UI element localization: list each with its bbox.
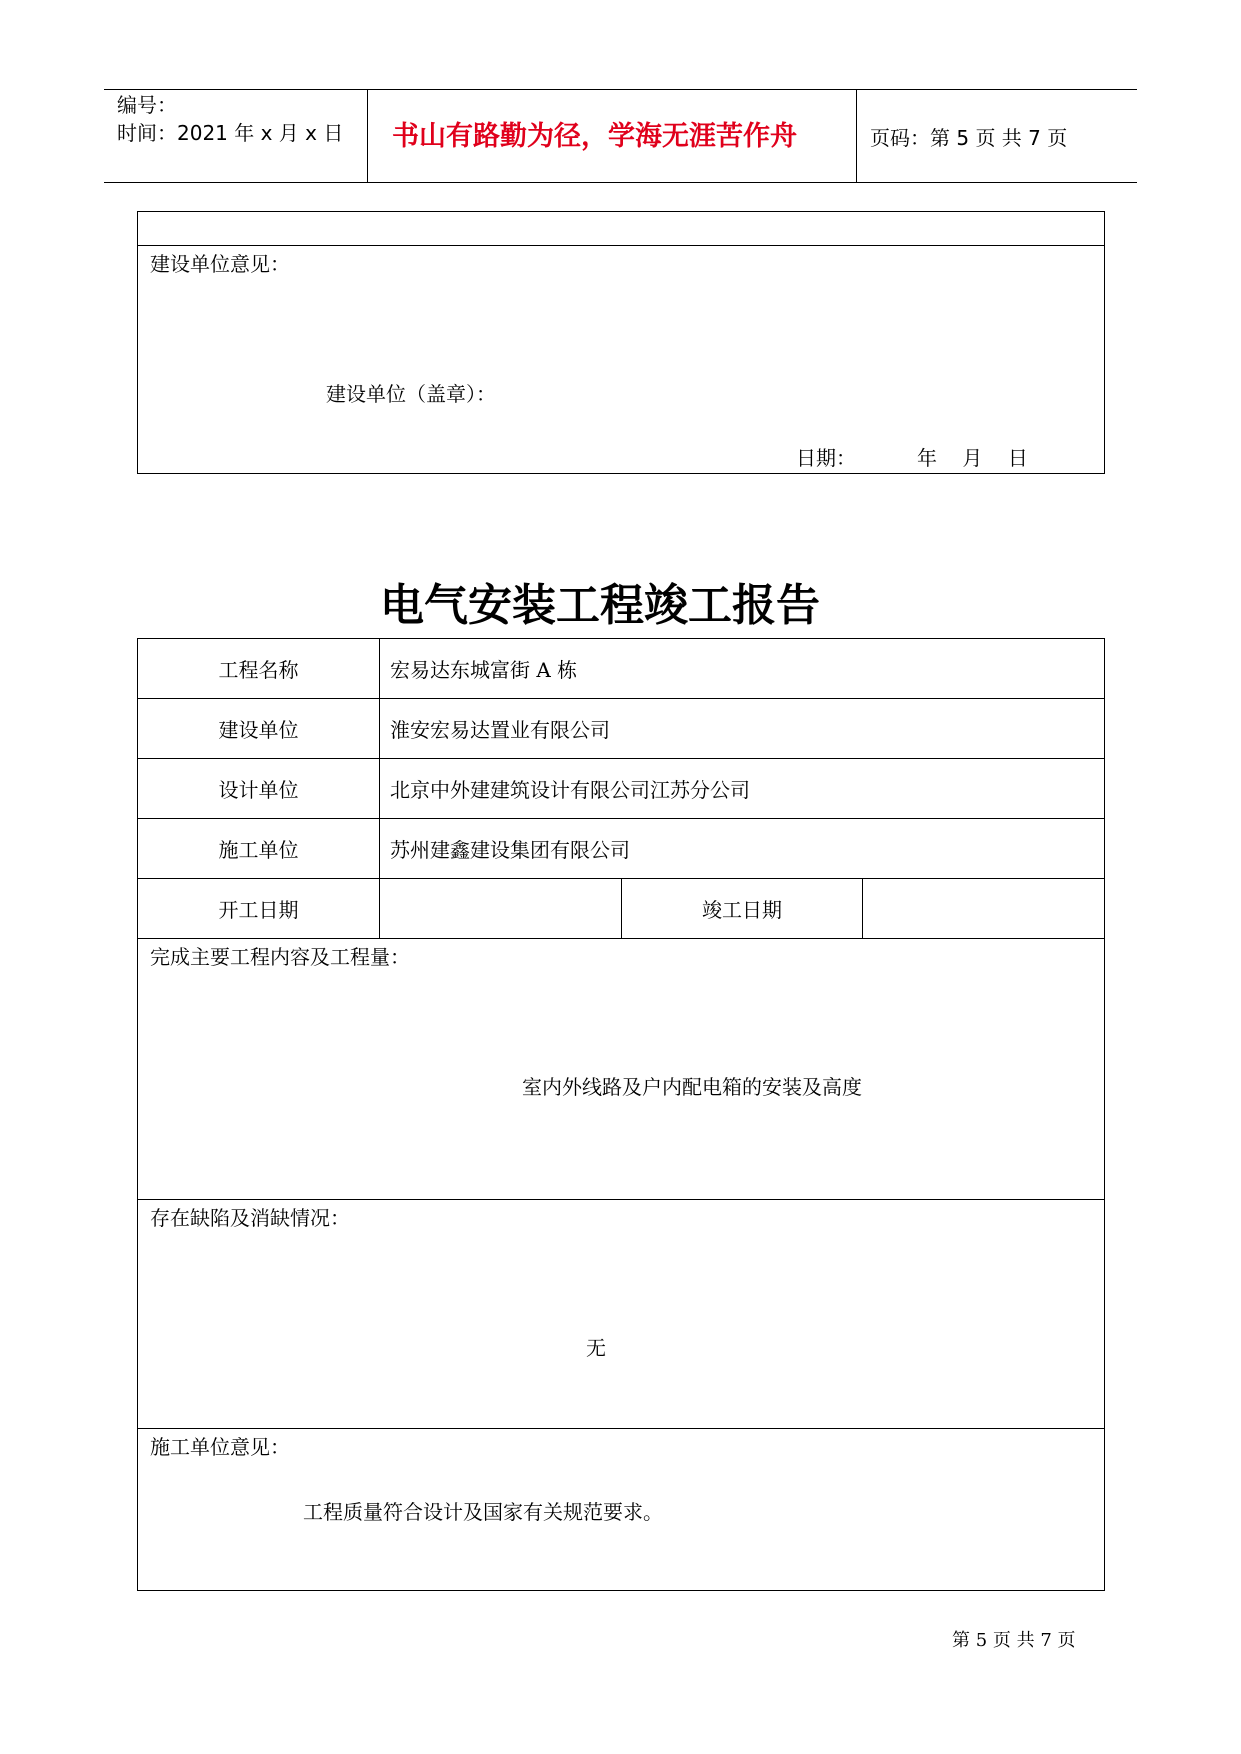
defects-value: 无 bbox=[586, 1336, 606, 1360]
header-divider-right bbox=[856, 89, 857, 183]
start-date-label: 开工日期 bbox=[218, 898, 299, 922]
client-value: 淮安宏易达置业有限公司 bbox=[390, 718, 610, 742]
project-name-value: 宏易达东城富街 A 栋 bbox=[390, 658, 578, 682]
contractor-label: 施工单位 bbox=[218, 838, 299, 862]
contractor-value: 苏州建鑫建设集团有限公司 bbox=[390, 838, 630, 862]
header-motto: 书山有路勤为径，学海无涯苦作舟 bbox=[392, 121, 797, 152]
header-page-label: 页码：第 5 页 共 7 页 bbox=[870, 126, 1068, 150]
header-top-rule bbox=[104, 89, 1137, 90]
start-date-value bbox=[380, 879, 621, 938]
client-label: 建设单位 bbox=[218, 718, 299, 742]
work-content-value: 室内外线路及户内配电箱的安装及高度 bbox=[522, 1075, 862, 1099]
work-content-label: 完成主要工程内容及工程量： bbox=[150, 945, 410, 969]
footer-page-number: 第 5 页 共 7 页 bbox=[952, 1630, 1076, 1651]
header-number-label: 编号： bbox=[117, 93, 177, 117]
construction-date-label: 日期： bbox=[796, 446, 856, 470]
end-date-label: 竣工日期 bbox=[702, 898, 782, 922]
contractor-opinion-value: 工程质量符合设计及国家有关规范要求。 bbox=[303, 1500, 663, 1524]
construction-date-ymd: 年 月 日 bbox=[917, 446, 1028, 470]
header-divider-left bbox=[367, 89, 368, 183]
construction-opinion-label: 建设单位意见： bbox=[150, 252, 290, 276]
construction-opinion-box bbox=[137, 211, 1105, 474]
designer-label: 设计单位 bbox=[218, 778, 299, 802]
designer-value: 北京中外建建筑设计有限公司江苏分公司 bbox=[390, 778, 750, 802]
construction-seal-label: 建设单位（盖章）： bbox=[326, 382, 496, 406]
defects-label: 存在缺陷及消缺情况： bbox=[150, 1206, 350, 1230]
header-bottom-rule bbox=[104, 182, 1137, 183]
row-rule bbox=[137, 1428, 1105, 1429]
end-date-value bbox=[863, 879, 1104, 938]
project-name-label: 工程名称 bbox=[218, 658, 299, 682]
construction-opinion-top-row-rule bbox=[137, 245, 1105, 246]
row-rule bbox=[137, 1199, 1105, 1200]
header-time-label: 时间：2021 年 x 月 x 日 bbox=[117, 121, 344, 145]
report-title: 电气安装工程竣工报告 bbox=[380, 580, 820, 631]
contractor-opinion-label: 施工单位意见： bbox=[150, 1435, 290, 1459]
